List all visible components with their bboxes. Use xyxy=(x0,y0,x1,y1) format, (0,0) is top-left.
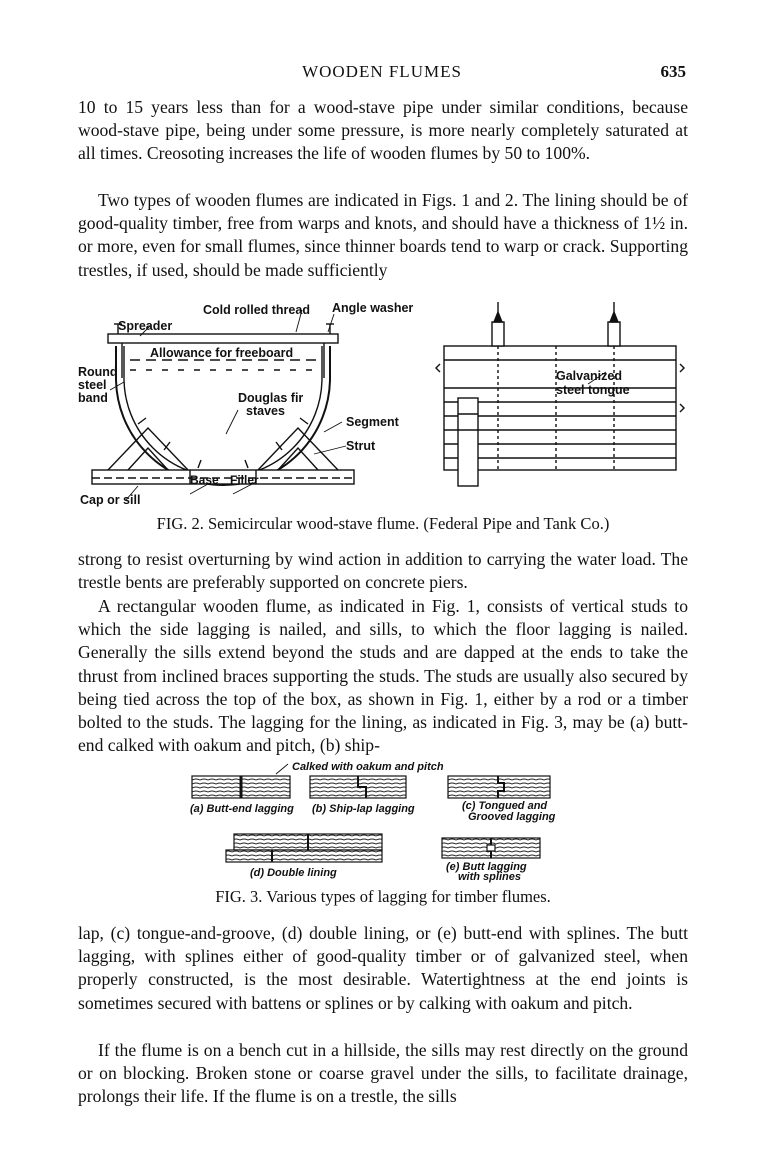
label-filler: Filler xyxy=(230,473,259,487)
label-d: (d) Double lining xyxy=(250,867,337,879)
label-galvanized: Galvanized xyxy=(556,369,622,383)
label-e1: (e) Butt lagging xyxy=(446,861,527,873)
label-calked: Calked with oakum and pitch xyxy=(292,762,444,773)
flume-shell xyxy=(116,346,330,485)
label-c1: (c) Tongued and xyxy=(462,800,548,812)
flume-side-elevation xyxy=(444,346,676,470)
label-cold-rolled-thread: Cold rolled thread xyxy=(203,303,310,317)
label-a: (a) Butt-end lagging xyxy=(190,803,294,815)
paragraph-1: 10 to 15 years less than for a wood-stave pipe under similar conditions, because wood-stave pipe, being under some pressure, is more nearly completely saturated at all times. Creosoting increases the life of wooden flumes by 50 to 100%. xyxy=(78,97,688,164)
figure-3-caption: FIG. 3. Various types of lagging for timber flumes. xyxy=(215,887,551,906)
label-band: band xyxy=(78,391,108,405)
base-sill xyxy=(92,470,354,484)
label-round: Round xyxy=(78,365,118,379)
label-douglas-fir: Douglas fir xyxy=(238,391,304,405)
label-base: Base xyxy=(190,473,219,487)
paragraph-3: strong to resist overturning by wind action in addition to carrying the water load. The trestle bents are preferably supported on concrete piers. xyxy=(78,549,688,593)
label-e2: with splines xyxy=(458,871,521,883)
label-cap-or-sill: Cap or sill xyxy=(80,493,141,507)
label-allowance: Allowance for freeboard xyxy=(150,346,294,360)
paragraph-4: A rectangular wooden flume, as indicated in Fig. 1, consists of vertical studs to which the side lagging is nailed, and sills, to which the floor lagging is nailed. Generally the sills extend beyond the studs and are dapped at the ends to take the thrust from inclined braces supporting the studs. The studs are usually also secured by being tied across the top of the box, as shown in Fig. 1, either by a rod or a timber bolted to the studs. The lagging for the lining, as indicated in Fig. 3, may be (a) butt-end calked with oakum and pitch, (b) ship- xyxy=(78,596,688,756)
figure-3-drawing xyxy=(176,762,576,884)
page-header xyxy=(78,62,686,84)
figure-2-caption: FIG. 2. Semicircular wood-stave flume. (Federal Pipe and Tank Co.) xyxy=(156,514,610,533)
spreader-beam xyxy=(108,334,338,343)
paragraph-2: Two types of wooden flumes are indicated in Figs. 1 and 2. The lining should be of good-quality timber, free from warps and knots, and should have a thickness of 1½ in. or more, even for small flumes, since thinner boards tend to warp or crack. Supporting trestles, if used, should be made sufficiently xyxy=(78,190,688,280)
paragraph-5: lap, (c) tongue-and-groove, (d) double lining, or (e) butt-end with splines. The butt lagging, with splines either of good-quality timber or of galvanized steel, when properly constructed, is the most desirable. Watertightness at the end joints is sometimes secured with battens or splines or by calking with oakum and pitch. xyxy=(78,923,688,1013)
figure-2-drawing xyxy=(78,298,690,508)
label-steel-tongue: steel tongue xyxy=(556,383,630,397)
label-angle-washer: Angle washer xyxy=(332,301,414,315)
label-steel: steel xyxy=(78,378,107,392)
label-strut: Strut xyxy=(346,439,376,453)
label-c2: Grooved lagging xyxy=(468,811,556,823)
page-number: 635 xyxy=(660,62,686,81)
paragraph-6: If the flume is on a bench cut in a hillside, the sills may rest directly on the ground or on blocking. Broken stone or coarse gravel under the sills, to facilitate drainage, prolongs their life. If the flume is on a trestle, the sills xyxy=(78,1040,688,1107)
label-staves: staves xyxy=(246,404,285,418)
running-title: WOODEN FLUMES xyxy=(302,62,462,81)
label-spreader: Spreader xyxy=(118,319,173,333)
label-b: (b) Ship-lap lagging xyxy=(312,803,415,815)
label-segment: Segment xyxy=(346,415,399,429)
